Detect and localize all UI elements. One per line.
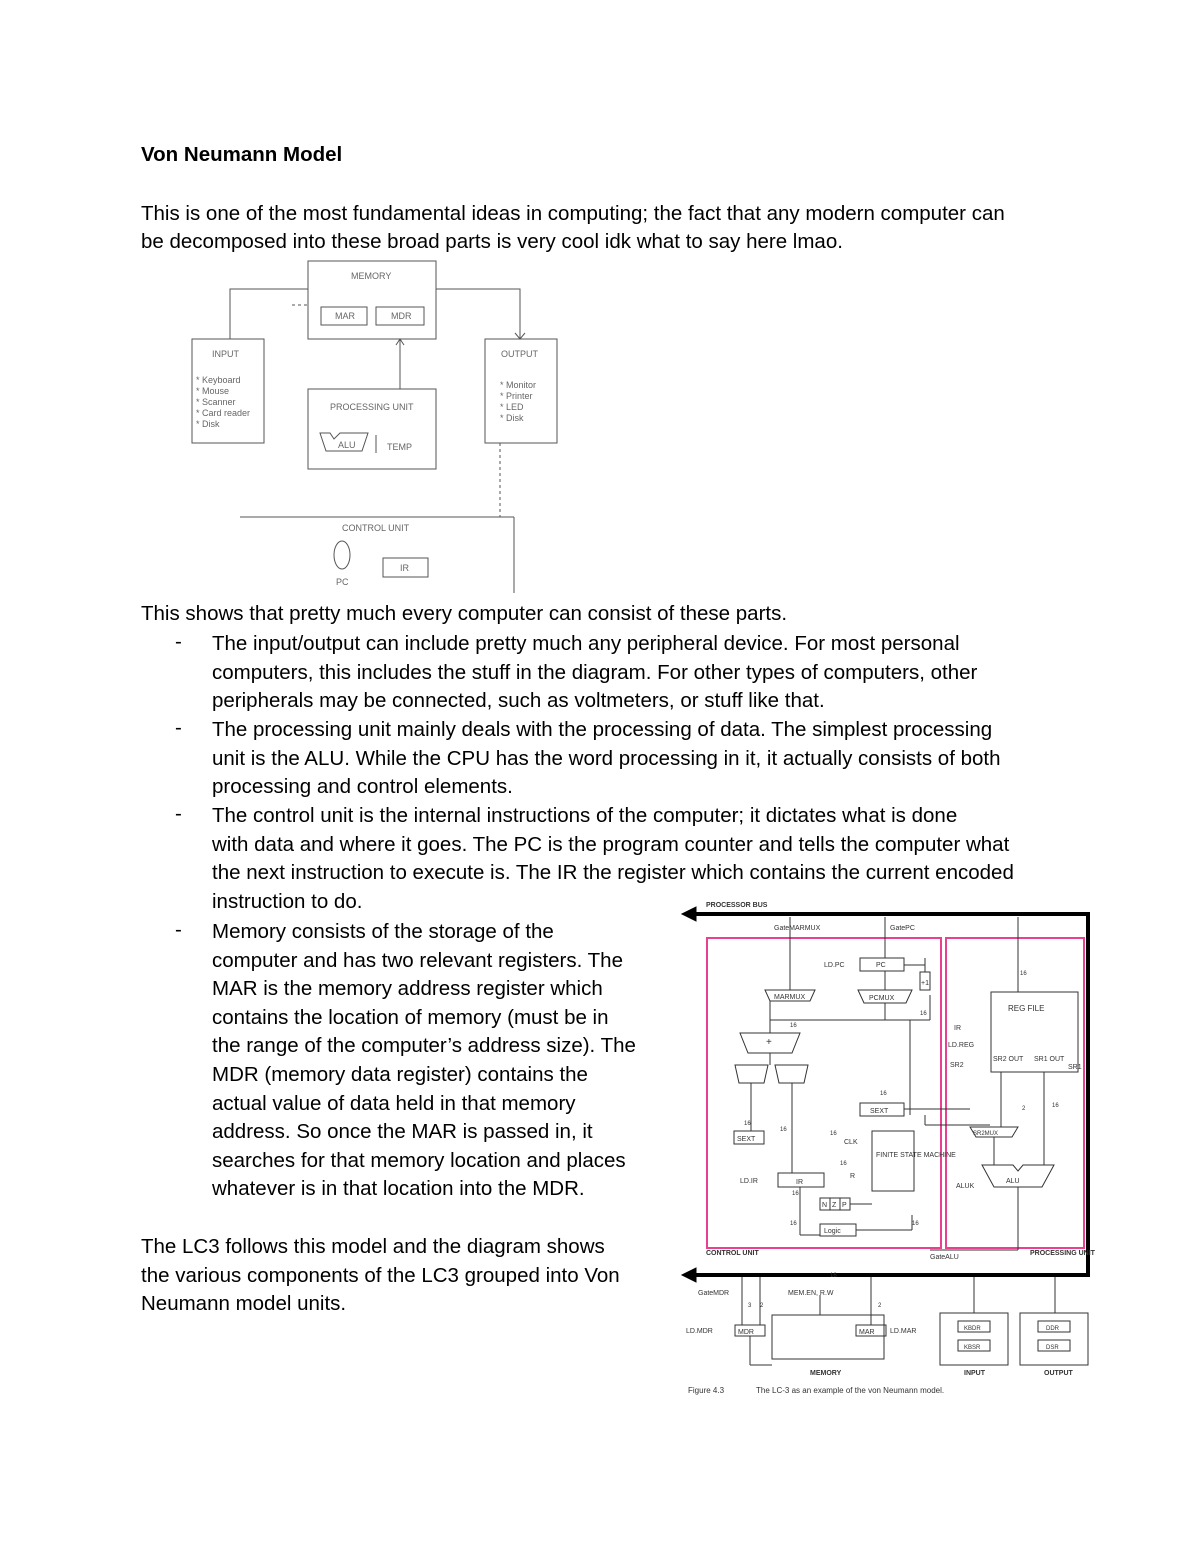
processing-unit-region bbox=[946, 938, 1084, 1248]
bullet-memory: Memory consists of the storage of the computer and has two relevant registers. The MAR is the memory address register which contains the location of memory (must be in the range of the computer’s address size). The MDR (memory data register) contains the actual value of data held in that memory address. So once the MAR is passed in, it searches for that memory location and places whatever is in that location into the MDR. bbox=[212, 920, 636, 1201]
lc3-processor-bus: PROCESSOR BUS bbox=[706, 902, 768, 909]
lc3-clk: CLK bbox=[844, 1139, 858, 1146]
vn-temp-label: TEMP bbox=[387, 442, 413, 452]
closing-paragraph: The LC3 follows this model and the diagram shows the various components of the LC3 grouped into Von Neumann model units. bbox=[141, 1235, 620, 1316]
lc3-mem-en: MEM.EN, R.W bbox=[788, 1290, 834, 1297]
vn-memory-label: MEMORY bbox=[351, 271, 392, 281]
lc3-ld-mdr: LD.MDR bbox=[686, 1328, 713, 1335]
lc3-input: INPUT bbox=[964, 1370, 985, 1377]
bus-width-label: 2 bbox=[878, 1303, 882, 1309]
von-neumann-diagram bbox=[180, 255, 580, 595]
lc3-ld-pc: LD.PC bbox=[824, 962, 845, 969]
lc3-kbdr: KBDR bbox=[964, 1326, 981, 1332]
lc3-kbsr: KBSR bbox=[964, 1345, 981, 1351]
bus-width-label: 2 bbox=[1022, 1106, 1026, 1112]
lc3-mdr: MDR bbox=[738, 1329, 754, 1336]
vn-output-label: OUTPUT bbox=[501, 349, 538, 359]
lc3-plus-one: +1 bbox=[921, 980, 929, 987]
lc3-fsm: FINITE STATE MACHINE bbox=[876, 1152, 956, 1159]
page-title: Von Neumann Model bbox=[141, 143, 343, 166]
pc-shape bbox=[334, 541, 350, 569]
bus-width-label: 16 bbox=[790, 1023, 797, 1029]
bullet-processing: The processing unit mainly deals with the processing of data. The simplest processing unit is the ALU. While the CPU has the word processing in it, it actually consists of both processing and control elements. bbox=[212, 718, 1001, 799]
lc3-ir-sig: IR bbox=[954, 1025, 961, 1032]
lc3-plus: + bbox=[766, 1037, 772, 1048]
lc3-nzp-z: Z bbox=[832, 1202, 837, 1209]
bullet-io: The input/output can include pretty much any peripheral device. For most personal computers, this includes the stuff in the diagram. For other types of computers, other peripherals may be connected, such as voltmeters, or stuff like that. bbox=[212, 632, 978, 713]
lc3-fig-caption: The LC-3 as an example of the von Neumann model. bbox=[756, 1386, 945, 1395]
lc3-sext-2: SEXT bbox=[737, 1136, 756, 1143]
lc3-sr1-out: SR1 OUT bbox=[1034, 1056, 1065, 1063]
processing-box bbox=[308, 389, 436, 469]
vn-output-item: * Printer bbox=[500, 391, 533, 401]
lc3-processing-unit: PROCESSING UNIT bbox=[1030, 1250, 1095, 1257]
bus-width-label: 16 bbox=[744, 1121, 751, 1127]
bullet-marker: - bbox=[175, 802, 182, 825]
lc3-diagram bbox=[680, 895, 1110, 1405]
lc3-ir-box: IR bbox=[796, 1179, 803, 1186]
lc3-gate-marmux: GateMARMUX bbox=[774, 925, 821, 932]
vn-alu-label: ALU bbox=[338, 440, 356, 450]
bullet-marker: - bbox=[175, 918, 182, 941]
vn-input-item: * Keyboard bbox=[196, 375, 241, 385]
lc3-control-unit: CONTROL UNIT bbox=[706, 1250, 759, 1257]
summary-line: This shows that pretty much every computer can consist of these parts. bbox=[141, 602, 788, 625]
bus-width-label: 16 bbox=[830, 1273, 837, 1279]
lc3-sr2mux: SR2MUX bbox=[973, 1131, 999, 1137]
vn-output-item: * Disk bbox=[500, 413, 524, 423]
lc3-memory-box bbox=[772, 1315, 884, 1359]
lc3-sr2-out: SR2 OUT bbox=[993, 1056, 1024, 1063]
vn-output-item: * LED bbox=[500, 402, 524, 412]
lc3-mar: MAR bbox=[859, 1329, 875, 1336]
vn-input-item: * Disk bbox=[196, 419, 220, 429]
lc3-aluk: ALUK bbox=[956, 1183, 975, 1190]
lc3-memory: MEMORY bbox=[810, 1370, 842, 1377]
bullet-marker: - bbox=[175, 716, 182, 739]
bus-width-label: 16 bbox=[790, 1221, 797, 1227]
bus-width-label: 16 bbox=[920, 1011, 927, 1017]
intro-line-1: This is one of the most fundamental ideas in computing; the fact that any modern computer can bbox=[141, 202, 1005, 225]
lc3-ld-reg: LD.REG bbox=[948, 1042, 975, 1049]
fsm-box bbox=[872, 1131, 914, 1191]
lc3-sr1-sig: SR1 bbox=[1068, 1064, 1082, 1071]
lc3-pc: PC bbox=[876, 962, 886, 969]
bus-width-label: 2 bbox=[760, 1303, 764, 1309]
vn-mdr-label: MDR bbox=[391, 311, 412, 321]
lc3-logic: Logic bbox=[824, 1228, 841, 1235]
lc3-ld-ir: LD.IR bbox=[740, 1178, 758, 1185]
bullet-control: The control unit is the internal instructions of the computer; it dictates what is done with data and where it goes. The PC is the program counter and tells the computer what the next instruction to execute is. The IR the register which contains the current encoded instruction to do. bbox=[212, 804, 1014, 913]
lc3-marmux: MARMUX bbox=[774, 994, 806, 1001]
lc3-sext-1: SEXT bbox=[870, 1108, 889, 1115]
lc3-gate-pc: GatePC bbox=[890, 925, 915, 932]
lc3-pcmux: PCMUX bbox=[869, 995, 895, 1002]
vn-ir-label: IR bbox=[400, 563, 409, 573]
vn-input-item: * Card reader bbox=[196, 408, 251, 418]
vn-input-item: * Mouse bbox=[196, 386, 230, 396]
bus-width-label: 16 bbox=[792, 1191, 799, 1197]
lc3-sr2-sig: SR2 bbox=[950, 1062, 964, 1069]
bus-width-label: 16 bbox=[840, 1161, 847, 1167]
bus-width-label: 16 bbox=[780, 1127, 787, 1133]
lc3-output: OUTPUT bbox=[1044, 1370, 1073, 1377]
lc3-nzp-p: P bbox=[842, 1202, 847, 1209]
vn-control-label: CONTROL UNIT bbox=[342, 523, 410, 533]
vn-processing-label: PROCESSING UNIT bbox=[330, 402, 414, 412]
lc3-fig-num: Figure 4.3 bbox=[688, 1386, 725, 1395]
intro-line-2: be decomposed into these broad parts is very cool idk what to say here lmao. bbox=[141, 230, 843, 253]
vn-pc-label: PC bbox=[336, 577, 349, 587]
lc3-ld-mar: LD.MAR bbox=[890, 1328, 917, 1335]
bus-width-label: 3 bbox=[748, 1303, 752, 1309]
lc3-gate-alu: GateALU bbox=[930, 1254, 959, 1261]
bus-width-label: 16 bbox=[830, 1131, 837, 1137]
vn-input-item: * Scanner bbox=[196, 397, 236, 407]
lc3-nzp-n: N bbox=[822, 1202, 828, 1209]
lc3-dsr: DSR bbox=[1046, 1345, 1059, 1351]
lc3-alu: ALU bbox=[1006, 1178, 1020, 1185]
bus-width-label: 16 bbox=[1020, 971, 1027, 977]
vn-input-label: INPUT bbox=[212, 349, 239, 359]
bus-width-label: 16 bbox=[880, 1091, 887, 1097]
lc3-reg-file: REG FILE bbox=[1008, 1004, 1045, 1013]
lc3-r-sig: R bbox=[850, 1173, 856, 1180]
lc3-gate-mdr: GateMDR bbox=[698, 1290, 730, 1297]
vn-output-item: * Monitor bbox=[500, 380, 537, 390]
lc3-ddr: DDR bbox=[1046, 1326, 1059, 1332]
bus-width-label: 16 bbox=[1052, 1103, 1059, 1109]
vn-mar-label: MAR bbox=[335, 311, 355, 321]
bus-width-label: 16 bbox=[912, 1221, 919, 1227]
bullet-marker: - bbox=[175, 630, 182, 653]
